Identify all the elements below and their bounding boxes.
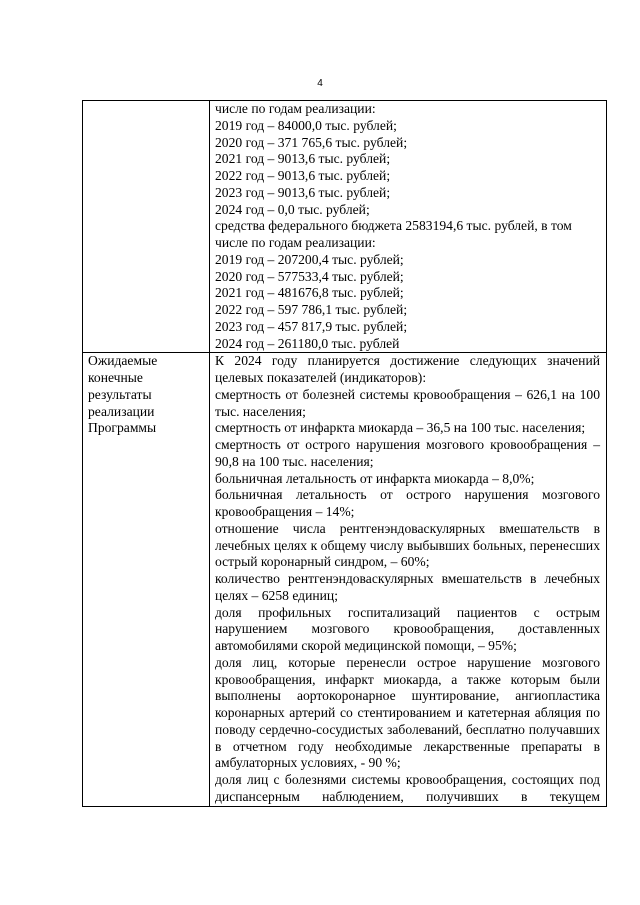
indicator-item: доля профильных госпитализаций пациентов с острым нарушением мозгового кровообращения, доставленных автомобилями скорой медицинской помощи, – 95%; — [215, 604, 600, 653]
funding-line: 2021 год – 481676,8 тыс. рублей; — [215, 285, 404, 301]
results-label-line: конечные — [88, 370, 143, 385]
indicator-item: смертность от острого нарушения мозгового кровообращения – 90,8 на 100 тыс. населения; — [215, 437, 600, 469]
funding-line: 2020 год – 371 765,6 тыс. рублей; — [215, 134, 408, 150]
results-content-cell — [210, 353, 607, 806]
funding-line: 2019 год – 207200,4 тыс. рублей; — [215, 251, 404, 267]
funding-line: 2020 год – 577533,4 тыс. рублей; — [215, 268, 404, 284]
page-number: 4 — [317, 78, 323, 89]
indicator-item: смертность от болезней системы кровообращения – 626,1 на 100 тыс. населения; — [215, 386, 600, 419]
program-passport-table — [82, 100, 607, 807]
results-label-cell — [83, 353, 210, 806]
indicator-item: отношение числа рентгенэндоваскулярных вмешательств в лечебных целях к общему числу выбывших больных, перенесших острый коронарный синдром, – 60%; — [215, 520, 600, 570]
indicator-item: количество рентгенэндоваскулярных вмешательств в лечебных целях – 6258 единиц; — [215, 571, 600, 603]
funding-line: 2023 год – 9013,6 тыс. рублей; — [215, 184, 391, 200]
table-row-expected-results — [83, 353, 607, 806]
indicator-item: больничная летальность от инфаркта миокарда – 8,0%; — [215, 470, 535, 486]
funding-line: 2024 год – 261180,0 тыс. рублей — [215, 335, 400, 351]
indicator-item: больничная летальность от острого нарушения мозгового кровообращения – 14%; — [215, 487, 600, 519]
results-label-line: реализации — [88, 403, 155, 419]
funding-label-cell — [83, 101, 210, 353]
funding-line: 2019 год – 84000,0 тыс. рублей; — [215, 117, 397, 133]
funding-line: 2022 год – 9013,6 тыс. рублей; — [215, 168, 391, 183]
funding-line: 2022 год – 597 786,1 тыс. рублей; — [215, 302, 408, 317]
funding-line: средства федерального бюджета 2583194,6 тыс. рублей, в том — [215, 218, 572, 234]
funding-line: 2021 год – 9013,6 тыс. рублей; — [215, 151, 391, 167]
results-label-line: результаты — [88, 386, 152, 402]
funding-line: 2023 год – 457 817,9 тыс. рублей; — [215, 318, 408, 334]
indicator-item: смертность от инфаркта миокарда – 36,5 на 100 тыс. населения; — [215, 420, 586, 436]
funding-line: числе по годам реализации: — [215, 235, 376, 250]
table-row-funding — [83, 101, 607, 353]
funding-line: 2024 год – 0,0 тыс. рублей; — [215, 201, 370, 217]
funding-line: числе по годам реализации: — [215, 101, 376, 116]
funding-content-cell — [210, 101, 607, 353]
indicator-item: доля лиц с болезнями системы кровообращения, состоящих под диспансерным наблюдением, получивших в текущем — [215, 772, 600, 804]
results-intro: К 2024 году планируется достижение следующих значений целевых показателей (индикаторов): — [215, 353, 600, 385]
results-label-line: Ожидаемые — [88, 353, 158, 369]
indicator-item: доля лиц, которые перенесли острое нарушение мозгового кровообращения, инфаркт миокарда, а также которым были выполнены аортокоронарное шунтирование, ангиопластика коронарных артерий со стентированием и катетерная абляция по поводу сердечно-сосудистых заболеваний, бесплатно получавших в отчетном году необходимые лекарственные препараты в амбулаторных условиях, - 90 %; — [215, 654, 600, 771]
results-label-line: Программы — [88, 420, 157, 436]
